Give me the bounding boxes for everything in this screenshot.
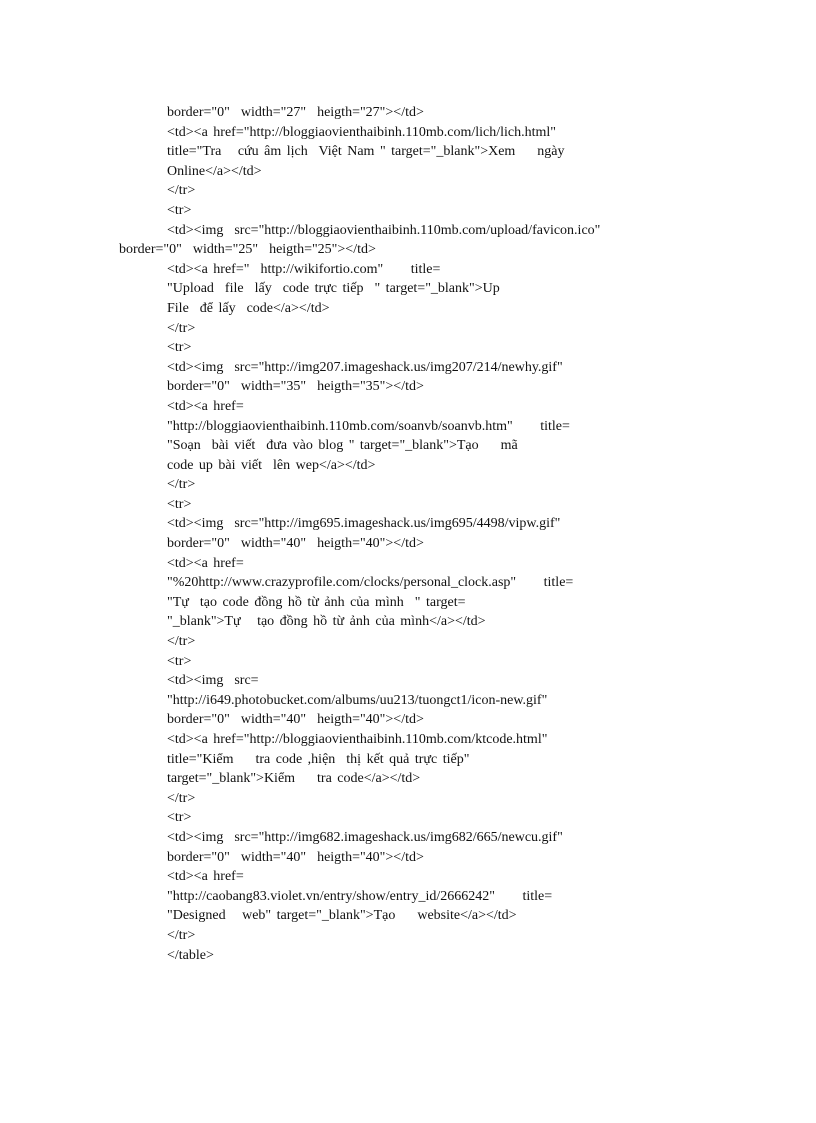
code-line: border="0" width="35" heigth="35"></td> [167, 379, 424, 395]
code-line: border="0" width="40" heigth="40"></td> [167, 712, 424, 728]
code-line: <td><a href="http://bloggiaovienthaibinh.110mb.com/ktcode.html" [167, 732, 548, 747]
code-line: title="Kiểm tra code ,hiện thị kết quả trực tiếp" [167, 751, 470, 767]
html-code-listing [0, 103, 816, 965]
code-line: border="0" width="27" heigth="27"></td> [167, 105, 424, 120]
code-line: <tr> [167, 340, 192, 356]
code-line: "%20http://www.crazyprofile.com/clocks/personal_clock.asp" title= [167, 575, 574, 591]
code-line: "Soạn bài viết đưa vào blog " target="_blank">Tạo mã [167, 438, 518, 454]
code-line: <tr> [167, 496, 192, 512]
code-line: "Designed web" target="_blank">Tạo website</a></td> [167, 908, 517, 924]
code-line: <td><img src="http://img695.imageshack.us/img695/4498/vipw.gif" [167, 516, 561, 532]
code-line: <td><a href="http://bloggiaovienthaibinh.110mb.com/lich/lich.html" [167, 124, 556, 140]
code-line: "Upload file lấy code trực tiếp " target="_blank">Up [167, 281, 500, 297]
code-line: "http://caobang83.violet.vn/entry/show/entry_id/2666242" title= [167, 888, 553, 904]
code-line: <td><a href=" http://wikifortio.com" title= [167, 261, 441, 277]
code-line: "http://bloggiaovienthaibinh.110mb.com/soanvb/soanvb.htm" title= [167, 418, 570, 434]
code-line: <td><a href= [167, 398, 244, 414]
code-line: </tr> [167, 634, 196, 650]
code-line: <td><img src="http://bloggiaovienthaibinh.110mb.com/upload/favicon.ico" [167, 222, 601, 238]
code-line: <td><a href= [167, 869, 244, 885]
code-line: </tr> [167, 183, 196, 199]
code-line: "http://i649.photobucket.com/albums/uu213/tuongct1/icon-new.gif" [167, 692, 548, 708]
code-line: </table> [167, 947, 214, 963]
code-line: </tr> [167, 790, 196, 806]
code-line: title="Tra cứu âm lịch Việt Nam " target="_blank">Xem ngày [167, 144, 565, 160]
code-line: border="0" width="40" heigth="40"></td> [167, 849, 424, 865]
code-line: code up bài viết lên wep</a></td> [167, 457, 376, 473]
code-line: <td><img src="http://img207.imageshack.us/img207/214/newhy.gif" [167, 359, 563, 375]
code-line: <tr> [167, 653, 192, 669]
code-line: "_blank">Tự tạo đồng hồ từ ảnh của mình</a></td> [167, 614, 486, 630]
code-line: </tr> [167, 477, 196, 493]
code-line: <tr> [167, 202, 192, 218]
code-line: border="0" width="40" heigth="40"></td> [167, 536, 424, 552]
code-line: target="_blank">Kiểm tra code</a></td> [167, 771, 421, 787]
code-line: <td><a href= [167, 555, 244, 571]
code-line: Online</a></td> [167, 163, 262, 179]
code-line: "Tự tạo code đồng hồ từ ảnh của mình " target= [167, 594, 466, 610]
code-line: <td><img src= [167, 673, 259, 689]
code-line: </tr> [167, 927, 196, 943]
code-line: border="0" width="25" heigth="25"></td> [119, 242, 376, 258]
code-line: File để lấy code</a></td> [167, 300, 330, 316]
code-line: <td><img src="http://img682.imageshack.us/img682/665/newcu.gif" [167, 829, 563, 845]
code-line: <tr> [167, 810, 192, 826]
code-line: </tr> [167, 320, 196, 336]
